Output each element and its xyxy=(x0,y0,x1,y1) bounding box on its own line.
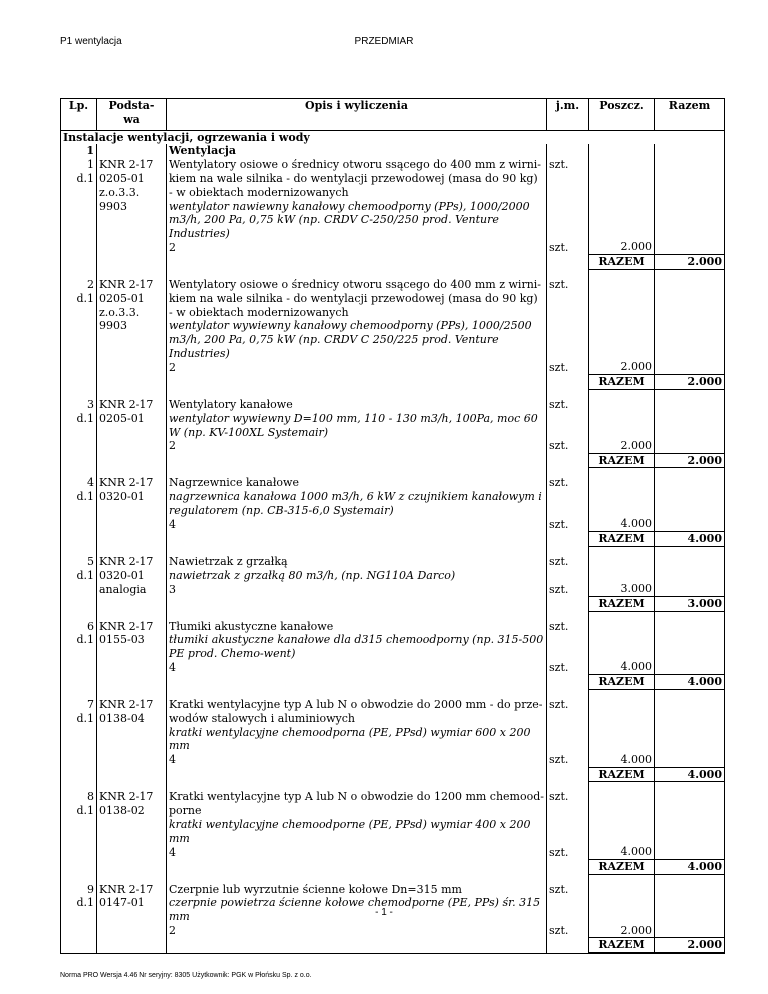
spacer-cell xyxy=(655,874,725,883)
table-header-row xyxy=(61,99,725,131)
item-base xyxy=(97,158,167,255)
razem-total: 2.000 xyxy=(655,453,725,468)
razem-total: 3.000 xyxy=(655,596,725,611)
item-description-text: Czerpnie lub wyrzutnie ścienne kołowe Dn=315 mm xyxy=(169,882,462,896)
item-unit-top: szt. xyxy=(549,790,569,804)
razem-base-empty xyxy=(97,675,167,690)
item-unit xyxy=(547,476,589,531)
razem-label: RAZEM xyxy=(589,675,655,690)
spacer-cell xyxy=(97,468,167,477)
spacer-cell xyxy=(547,690,589,699)
spacer-cell xyxy=(589,389,655,398)
spacer-cell xyxy=(547,270,589,279)
spacer-row xyxy=(61,546,725,555)
table-row xyxy=(61,620,725,675)
razem-label: RAZEM xyxy=(589,255,655,270)
spacer-cell xyxy=(547,611,589,620)
item-unit-bottom: szt. xyxy=(549,924,569,938)
item-base-line: 9903 xyxy=(99,319,127,333)
item-total-empty xyxy=(655,158,725,255)
col-unit-header: j.m. xyxy=(547,99,589,131)
col-base-header-line1: Podsta- xyxy=(108,99,155,112)
item-lp-ref: d.1 xyxy=(76,568,94,582)
item-description-text: Tłumiki akustyczne kanałowe xyxy=(169,619,334,633)
spacer-cell xyxy=(61,546,97,555)
item-quantity: 4.000 xyxy=(589,620,655,675)
item-base-line: 0320-01 xyxy=(99,490,145,504)
razem-total: 2.000 xyxy=(655,255,725,270)
item-unit-bottom: szt. xyxy=(549,582,569,596)
razem-desc-empty xyxy=(167,938,547,953)
item-unit xyxy=(547,790,589,859)
item-base-line: KNR 2-17 xyxy=(99,790,154,804)
razem-unit-empty xyxy=(547,938,589,953)
item-description-text: Nawietrzak z grzałką xyxy=(169,554,288,568)
razem-row xyxy=(61,532,725,547)
spacer-cell xyxy=(589,611,655,620)
table-row xyxy=(61,555,725,596)
item-lp-number: 5 xyxy=(87,554,94,568)
item-unit-bottom: szt. xyxy=(549,845,569,859)
spacer-cell xyxy=(97,874,167,883)
item-lp xyxy=(61,698,97,767)
item-total-empty xyxy=(655,398,725,453)
item-base-line: KNR 2-17 xyxy=(99,158,154,172)
item-lp-ref: d.1 xyxy=(76,490,94,504)
razem-row xyxy=(61,453,725,468)
item-base-line: 9903 xyxy=(99,199,127,213)
group-name: Wentylacja xyxy=(167,144,547,158)
item-quantity: 2.000 xyxy=(589,278,655,375)
item-lp-number: 9 xyxy=(87,882,94,896)
razem-unit-empty xyxy=(547,767,589,782)
razem-desc-empty xyxy=(167,375,547,390)
razem-total: 4.000 xyxy=(655,767,725,782)
spacer-cell xyxy=(589,874,655,883)
item-unit-top: szt. xyxy=(549,554,569,568)
group-qty-empty xyxy=(589,144,655,158)
section-row xyxy=(61,130,725,144)
razem-row xyxy=(61,255,725,270)
item-description-detail: wentylator wywiewny kanałowy chemoodporny (PPs), 1000/2500 m3/h, 200 Pa, 0,75 kW (np. CRDV C 250/225 prod. Venture Industries) xyxy=(169,319,532,361)
item-total-empty xyxy=(655,790,725,859)
group-number: 1 xyxy=(61,144,97,158)
item-description-detail: nawietrzak z grzałką 80 m3/h, (np. NG110A Darco) xyxy=(169,568,456,582)
spacer-row xyxy=(61,389,725,398)
item-unit-top: szt. xyxy=(549,619,569,633)
item-description-text: Nagrzewnice kanałowe xyxy=(169,476,299,490)
item-total-empty xyxy=(655,555,725,596)
item-lp-ref: d.1 xyxy=(76,171,94,185)
spacer-cell xyxy=(61,611,97,620)
item-lp xyxy=(61,278,97,375)
item-unit xyxy=(547,278,589,375)
table-row xyxy=(61,698,725,767)
item-base-line: 0205-01 xyxy=(99,411,145,425)
spacer-cell xyxy=(655,690,725,699)
item-unit-bottom: szt. xyxy=(549,360,569,374)
item-base-line: KNR 2-17 xyxy=(99,278,154,292)
razem-row xyxy=(61,859,725,874)
item-base-line: 0205-01 xyxy=(99,291,145,305)
razem-base-empty xyxy=(97,453,167,468)
spacer-cell xyxy=(547,782,589,791)
item-quantity-expression: 2 xyxy=(169,240,176,254)
spacer-cell xyxy=(547,874,589,883)
item-description-text: Wentylatory kanałowe xyxy=(169,397,293,411)
item-lp-number: 7 xyxy=(87,698,94,712)
item-unit-bottom: szt. xyxy=(549,517,569,531)
spacer-cell xyxy=(167,874,547,883)
spacer-cell xyxy=(589,468,655,477)
spacer-cell xyxy=(167,546,547,555)
razem-lp-empty xyxy=(61,859,97,874)
item-lp xyxy=(61,790,97,859)
item-unit xyxy=(547,555,589,596)
item-quantity: 2.000 xyxy=(589,158,655,255)
razem-desc-empty xyxy=(167,453,547,468)
item-base-line: 0147-01 xyxy=(99,896,145,910)
group-row xyxy=(61,144,725,158)
item-description-text: Kratki wentylacyjne typ A lub N o obwodzie do 1200 mm chemood-porne xyxy=(169,790,544,818)
item-lp xyxy=(61,398,97,453)
group-base-empty xyxy=(97,144,167,158)
item-lp-ref: d.1 xyxy=(76,711,94,725)
item-base-line: KNR 2-17 xyxy=(99,619,154,633)
item-unit-top: szt. xyxy=(549,397,569,411)
spacer-cell xyxy=(61,468,97,477)
item-unit xyxy=(547,158,589,255)
razem-base-empty xyxy=(97,532,167,547)
razem-label: RAZEM xyxy=(589,938,655,953)
razem-lp-empty xyxy=(61,532,97,547)
item-base-line: analogia xyxy=(99,582,147,596)
spacer-cell xyxy=(589,270,655,279)
col-total-header: Razem xyxy=(655,99,725,131)
spacer-cell xyxy=(97,611,167,620)
item-lp-number: 1 xyxy=(87,158,94,172)
spacer-cell xyxy=(547,953,589,954)
razem-desc-empty xyxy=(167,767,547,782)
item-quantity-expression: 2 xyxy=(169,924,176,938)
group-unit-empty xyxy=(547,144,589,158)
item-quantity-expression: 2 xyxy=(169,360,176,374)
razem-row xyxy=(61,767,725,782)
item-unit-top: szt. xyxy=(549,278,569,292)
razem-unit-empty xyxy=(547,596,589,611)
razem-label: RAZEM xyxy=(589,532,655,547)
razem-total: 2.000 xyxy=(655,938,725,953)
spacer-row xyxy=(61,468,725,477)
spacer-cell xyxy=(97,389,167,398)
spacer-cell xyxy=(167,690,547,699)
spacer-cell xyxy=(61,389,97,398)
item-unit-bottom: szt. xyxy=(549,660,569,674)
item-lp-ref: d.1 xyxy=(76,633,94,647)
spacer-cell xyxy=(167,389,547,398)
razem-label: RAZEM xyxy=(589,375,655,390)
razem-row xyxy=(61,596,725,611)
item-base xyxy=(97,398,167,453)
page-number: - 1 - xyxy=(375,907,393,918)
item-total-empty xyxy=(655,476,725,531)
item-lp xyxy=(61,620,97,675)
razem-base-empty xyxy=(97,938,167,953)
razem-lp-empty xyxy=(61,767,97,782)
item-unit-bottom: szt. xyxy=(549,240,569,254)
col-desc-header: Opis i wyliczenia xyxy=(167,99,547,131)
spacer-cell xyxy=(167,468,547,477)
spacer-cell xyxy=(97,270,167,279)
item-lp-number: 8 xyxy=(87,790,94,804)
item-base-line: 0138-04 xyxy=(99,711,145,725)
razem-lp-empty xyxy=(61,255,97,270)
item-description xyxy=(167,698,547,767)
spacer-row xyxy=(61,611,725,620)
item-lp-ref: d.1 xyxy=(76,804,94,818)
item-quantity-expression: 3 xyxy=(169,582,176,596)
item-base-line: KNR 2-17 xyxy=(99,882,154,896)
section-title: Instalacje wentylacji, ogrzewania i wody xyxy=(61,130,725,144)
item-description xyxy=(167,476,547,531)
item-lp-ref: d.1 xyxy=(76,896,94,910)
item-description-text: Wentylatory osiowe o średnicy otworu ssącego do 400 mm z wirni-kiem na wale silnika - do wentylacji przewodowej (masa do 90 kg) - w obiektach modernizowanych xyxy=(169,158,542,199)
item-base-line: KNR 2-17 xyxy=(99,554,154,568)
group-total-empty xyxy=(655,144,725,158)
razem-total: 2.000 xyxy=(655,375,725,390)
spacer-cell xyxy=(655,546,725,555)
razem-base-empty xyxy=(97,596,167,611)
spacer-cell xyxy=(61,690,97,699)
razem-total: 4.000 xyxy=(655,675,725,690)
razem-lp-empty xyxy=(61,596,97,611)
item-base-line: 0138-02 xyxy=(99,804,145,818)
header-center-title: PRZEDMIAR xyxy=(354,36,414,47)
spacer-cell xyxy=(61,782,97,791)
spacer-cell xyxy=(655,389,725,398)
razem-row xyxy=(61,375,725,390)
spacer-row xyxy=(61,874,725,883)
item-description-detail: wentylator nawiewny kanałowy chemoodporny (PPs), 1000/2000 m3/h, 200 Pa, 0,75 kW (np. CRDV C-250/250 prod. Venture Industries) xyxy=(169,199,530,241)
item-base-line: KNR 2-17 xyxy=(99,698,154,712)
item-lp-ref: d.1 xyxy=(76,291,94,305)
spacer-cell xyxy=(97,782,167,791)
razem-base-empty xyxy=(97,255,167,270)
item-unit xyxy=(547,398,589,453)
table-row xyxy=(61,790,725,859)
table-row xyxy=(61,476,725,531)
razem-unit-empty xyxy=(547,255,589,270)
table-row xyxy=(61,158,725,255)
item-total-empty xyxy=(655,620,725,675)
razem-base-empty xyxy=(97,859,167,874)
item-lp-number: 6 xyxy=(87,619,94,633)
item-description-detail: nagrzewnica kanałowa 1000 m3/h, 6 kW z czujnikiem kanałowym i regulatorem (np. CB-315-6,0 Systemair) xyxy=(169,490,542,518)
item-description-detail: wentylator wywiewny D=100 mm, 110 - 130 m3/h, 100Pa, moc 60 W (np. KV-100XL Systemair) xyxy=(169,411,538,439)
spacer-cell xyxy=(547,546,589,555)
razem-label: RAZEM xyxy=(589,767,655,782)
spacer-cell xyxy=(655,468,725,477)
item-quantity-expression: 4 xyxy=(169,845,176,859)
item-base xyxy=(97,698,167,767)
item-base xyxy=(97,620,167,675)
item-description xyxy=(167,278,547,375)
spacer-cell xyxy=(655,953,725,954)
item-description-text: Wentylatory osiowe o średnicy otworu ssącego do 400 mm z wirni-kiem na wale silnika - do wentylacji przewodowej (masa do 90 kg) - w obiektach modernizowanych xyxy=(169,278,542,319)
item-lp xyxy=(61,476,97,531)
item-unit-top: szt. xyxy=(549,476,569,490)
spacer-cell xyxy=(167,782,547,791)
item-base-line: KNR 2-17 xyxy=(99,476,154,490)
spacer-cell xyxy=(655,270,725,279)
item-unit xyxy=(547,698,589,767)
spacer-cell xyxy=(167,953,547,954)
razem-lp-empty xyxy=(61,453,97,468)
item-unit xyxy=(547,620,589,675)
spacer-row xyxy=(61,953,725,954)
item-base-line: 0155-03 xyxy=(99,633,145,647)
razem-lp-empty xyxy=(61,675,97,690)
razem-unit-empty xyxy=(547,532,589,547)
razem-label: RAZEM xyxy=(589,859,655,874)
razem-label: RAZEM xyxy=(589,596,655,611)
spacer-cell xyxy=(167,611,547,620)
item-unit-bottom: szt. xyxy=(549,753,569,767)
razem-desc-empty xyxy=(167,532,547,547)
item-description xyxy=(167,158,547,255)
spacer-row xyxy=(61,782,725,791)
item-unit-top: szt. xyxy=(549,882,569,896)
spacer-cell xyxy=(655,611,725,620)
item-lp-number: 2 xyxy=(87,278,94,292)
item-description-detail: czerpnie powietrza ścienne kołowe chemodporne (PE, PPs) śr. 315 mm xyxy=(169,896,541,924)
spacer-cell xyxy=(655,782,725,791)
item-base xyxy=(97,790,167,859)
razem-label: RAZEM xyxy=(589,453,655,468)
spacer-cell xyxy=(589,690,655,699)
spacer-cell xyxy=(547,468,589,477)
item-quantity-expression: 2 xyxy=(169,439,176,453)
item-description-detail: kratki wentylacyjne chemoodporna (PE, PPsd) wymiar 600 x 200 mm xyxy=(169,725,531,753)
spacer-cell xyxy=(547,389,589,398)
item-lp-number: 3 xyxy=(87,397,94,411)
item-quantity: 3.000 xyxy=(589,555,655,596)
spacer-cell xyxy=(167,270,547,279)
item-quantity: 4.000 xyxy=(589,476,655,531)
spacer-cell xyxy=(61,270,97,279)
col-lp-header: Lp. xyxy=(61,99,97,131)
item-quantity-expression: 4 xyxy=(169,517,176,531)
item-base-line: 0320-01 xyxy=(99,568,145,582)
razem-unit-empty xyxy=(547,675,589,690)
razem-unit-empty xyxy=(547,375,589,390)
spacer-row xyxy=(61,690,725,699)
item-quantity: 4.000 xyxy=(589,790,655,859)
item-lp xyxy=(61,158,97,255)
razem-total: 4.000 xyxy=(655,859,725,874)
spacer-cell xyxy=(97,953,167,954)
razem-row xyxy=(61,938,725,953)
razem-unit-empty xyxy=(547,453,589,468)
item-base xyxy=(97,476,167,531)
spacer-cell xyxy=(61,953,97,954)
item-description-detail: kratki wentylacyjne chemoodporne (PE, PPsd) wymiar 400 x 200 mm xyxy=(169,817,531,845)
item-base-line: KNR 2-17 xyxy=(99,397,154,411)
item-description xyxy=(167,620,547,675)
item-description xyxy=(167,790,547,859)
item-quantity: 2.000 xyxy=(589,398,655,453)
item-description-detail: tłumiki akustyczne kanałowe dla d315 chemoodporny (np. 315-500 PE prod. Chemo-went) xyxy=(169,633,544,661)
razem-desc-empty xyxy=(167,255,547,270)
razem-lp-empty xyxy=(61,938,97,953)
razem-desc-empty xyxy=(167,859,547,874)
col-qty-header: Poszcz. xyxy=(589,99,655,131)
razem-total: 4.000 xyxy=(655,532,725,547)
table-row xyxy=(61,278,725,375)
item-unit-bottom: szt. xyxy=(549,439,569,453)
razem-base-empty xyxy=(97,375,167,390)
item-lp-number: 4 xyxy=(87,476,94,490)
header-left-title: P1 wentylacja xyxy=(60,36,122,47)
item-total-empty xyxy=(655,698,725,767)
item-quantity: 4.000 xyxy=(589,698,655,767)
spacer-cell xyxy=(97,546,167,555)
item-description xyxy=(167,398,547,453)
item-base xyxy=(97,278,167,375)
estimate-table xyxy=(60,98,725,954)
razem-unit-empty xyxy=(547,859,589,874)
item-base-line: 0205-01 xyxy=(99,171,145,185)
spacer-cell xyxy=(589,953,655,954)
razem-desc-empty xyxy=(167,675,547,690)
software-footer: Norma PRO Wersja 4.46 Nr seryjny: 8305 Użytkownik: PGK w Płońsku Sp. z o.o. xyxy=(60,972,312,979)
col-base-header xyxy=(97,99,167,131)
spacer-cell xyxy=(589,782,655,791)
item-description-text: Kratki wentylacyjne typ A lub N o obwodzie do 2000 mm - do prze-wodów stalowych i aluminiowych xyxy=(169,698,543,725)
spacer-cell xyxy=(589,546,655,555)
item-lp xyxy=(61,555,97,596)
razem-desc-empty xyxy=(167,596,547,611)
item-base-line: z.o.3.3. xyxy=(99,185,140,199)
item-unit-top: szt. xyxy=(549,158,569,172)
razem-base-empty xyxy=(97,767,167,782)
razem-lp-empty xyxy=(61,375,97,390)
spacer-row xyxy=(61,270,725,279)
estimate-table-body xyxy=(61,99,725,954)
item-base xyxy=(97,555,167,596)
item-unit-top: szt. xyxy=(549,698,569,712)
item-total-empty xyxy=(655,278,725,375)
item-lp-ref: d.1 xyxy=(76,411,94,425)
item-description xyxy=(167,555,547,596)
spacer-cell xyxy=(61,874,97,883)
item-base-line: z.o.3.3. xyxy=(99,305,140,319)
col-base-header-line2: wa xyxy=(123,112,140,126)
item-quantity-expression: 4 xyxy=(169,660,176,674)
item-quantity: 2.000 xyxy=(589,883,655,938)
razem-row xyxy=(61,675,725,690)
spacer-cell xyxy=(97,690,167,699)
item-quantity-expression: 4 xyxy=(169,753,176,767)
table-row xyxy=(61,398,725,453)
